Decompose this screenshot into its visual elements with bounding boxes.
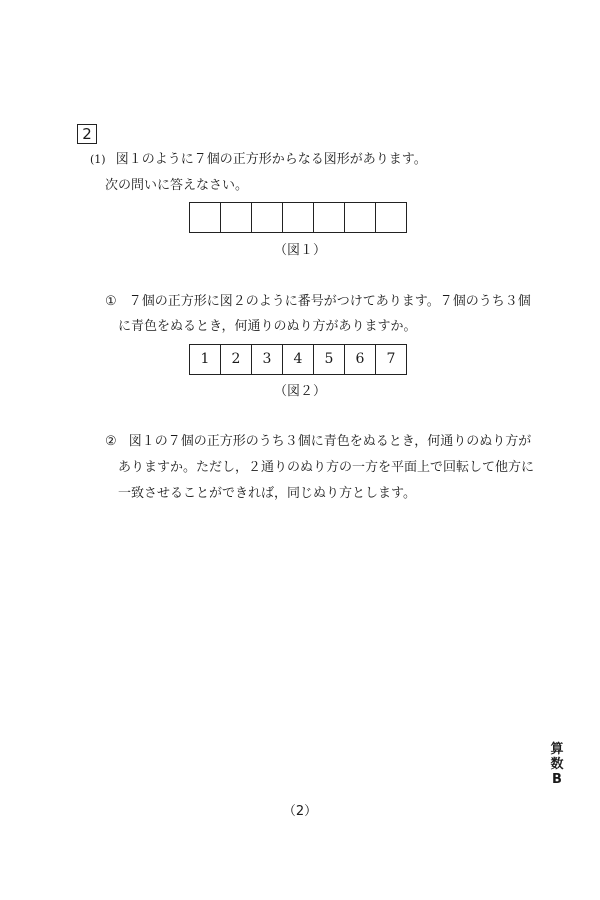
sub2-label: ②	[105, 434, 117, 449]
figure2-square-5: 5	[314, 344, 345, 375]
figure1-caption: （図１）	[273, 243, 326, 258]
part1-text-line2: 次の問いに答えなさい。	[105, 178, 249, 193]
subject-side-label	[549, 742, 565, 787]
sub2-text-line1	[105, 433, 531, 451]
sub2-statement: 図１の７個の正方形のうち３個に青色をぬるとき，何通りのぬり方が	[128, 434, 532, 449]
figure1-square	[283, 202, 314, 233]
page-number: （2）	[282, 804, 318, 819]
figure2-square-6: 6	[345, 344, 376, 375]
figure1-square	[345, 202, 376, 233]
figure2-square-3: 3	[252, 344, 283, 375]
side-label-char-3: B	[552, 772, 562, 787]
sub1-text-line2: に青色をぬるとき，何通りのぬり方がありますか。	[118, 319, 417, 334]
figure2-numbered-squares	[189, 344, 407, 375]
figure1-square	[376, 202, 407, 233]
side-label-char-1: 算	[550, 742, 564, 757]
part1-label: (1)	[90, 153, 106, 166]
part1-statement: 図１のように７個の正方形からなる図形があります。	[115, 152, 427, 167]
sub1-text-line1	[105, 293, 531, 311]
sub2-text-line3: 一致させることができれば，同じぬり方とします。	[118, 486, 416, 501]
sub1-label: ①	[105, 294, 117, 309]
figure1-square	[221, 202, 252, 233]
figure2-square-4: 4	[283, 344, 314, 375]
sub2-text-line2: ありますか。ただし，２通りのぬり方の一方を平面上で回転して他方に	[118, 460, 535, 475]
figure2-caption: （図２）	[273, 384, 326, 399]
figure1-square	[252, 202, 283, 233]
figure1-square	[314, 202, 345, 233]
question-number-box: 2	[77, 124, 97, 144]
figure2-square-7: 7	[376, 344, 407, 375]
figure2-square-2: 2	[221, 344, 252, 375]
sub1-statement: ７個の正方形に図２のように番号がつけてあります。７個のうち３個	[128, 294, 531, 309]
figure2-square-1: 1	[190, 344, 221, 375]
figure1-squares	[189, 202, 407, 233]
side-label-char-2: 数	[550, 757, 564, 772]
part1-text-line1	[90, 151, 427, 169]
figure1-square	[190, 202, 221, 233]
